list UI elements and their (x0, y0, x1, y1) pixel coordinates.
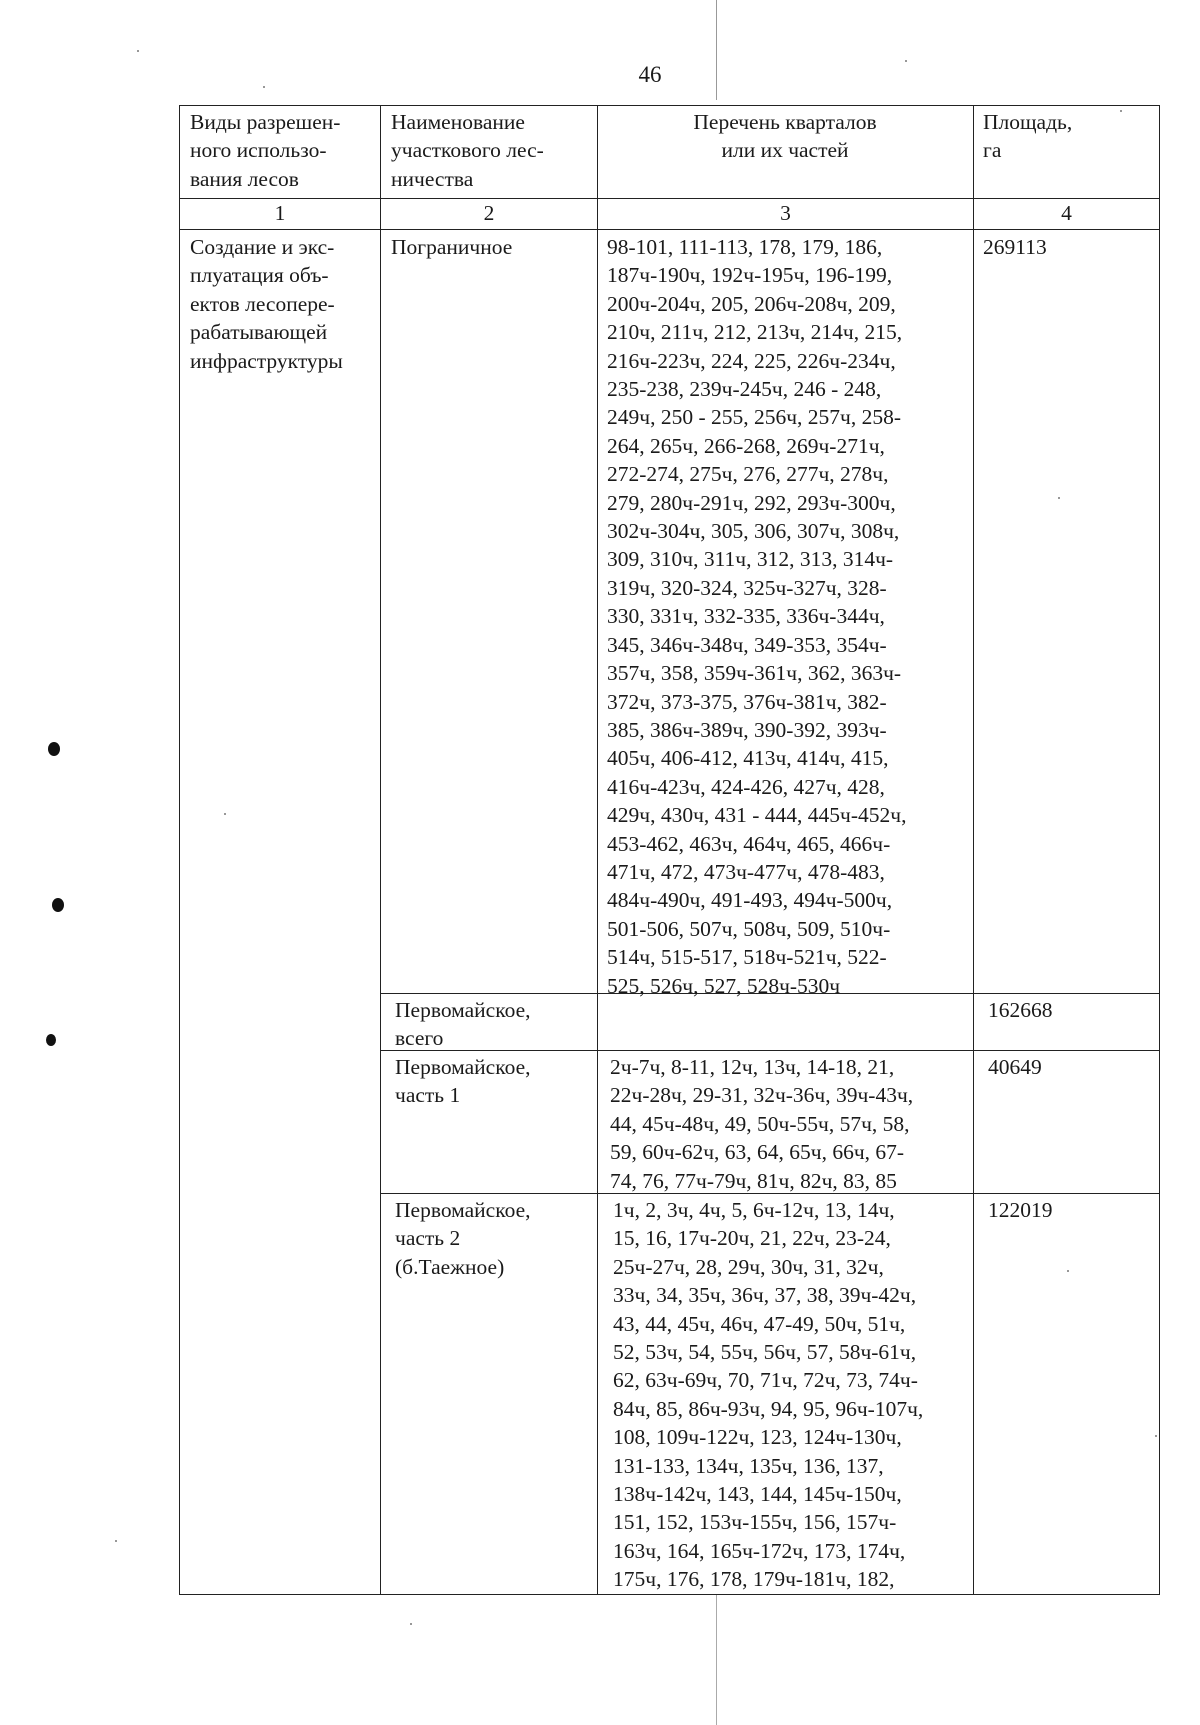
forestry-name-cell: Первомайское, всего (395, 998, 531, 1051)
page-number: 46 (638, 62, 662, 87)
column-separator (380, 105, 381, 1595)
quarters-cell: 98-101, 111-113, 178, 179, 186, 187ч-190ч, 192ч-195ч, 196-199, 200ч-204ч, 205, 206ч-208ч, 209, 210ч, 211ч, 212, 213ч, 214ч, 215, 216ч-223ч, 224, 225, 226ч-234ч, 235-238, 239ч-245ч, 246 - 248, 249ч, 250 - 255, 256ч, 257ч, 258- 264, 265ч, 266-268, 269ч-271ч, 272-274, 275ч, 276, 277ч, 278ч, 279, 280ч-291ч, 292, 293ч-300ч, 302ч-304ч, 305, 306, 307ч, 308ч, 309, 310ч, 311ч, 312, 313, 314ч- 319ч, 320-324, 325ч-327ч, 328- 330, 331ч, 332-335, 336ч-344ч, 345, 346ч-348ч, 349-353, 354ч- 357ч, 358, 359ч-361ч, 362, 363ч- 372ч, 373-375, 376ч-381ч, 382- 385, 386ч-389ч, 390-392, 393ч- 405ч, 406-412, 413ч, 414ч, 415, 416ч-423ч, 424-426, 427ч, 428, 429ч, 430ч, 431 - 444, 445ч-452ч, 453-462, 463ч, 464ч, 465, 466ч- 471ч, 472, 473ч-477ч, 478-483, 484ч-490ч, 491-493, 494ч-500ч, 501-506, 507ч, 508ч, 509, 510ч- 514ч, 515-517, 518ч-521ч, 522- 525, 526ч, 527, 528ч-530ч (607, 235, 907, 998)
forestry-name-cell: Первомайское, часть 1 (395, 1055, 531, 1108)
punch-hole-mark (52, 898, 64, 912)
scan-speck (410, 1623, 412, 1625)
quarters-cell: 2ч-7ч, 8-11, 12ч, 13ч, 14-18, 21, 22ч-28ч, 29-31, 32ч-36ч, 39ч-43ч, 44, 45ч-48ч, 49, 50ч-55ч, 57ч, 58, 59, 60ч-62ч, 63, 64, 65ч, 66ч, 67- 74, 76, 77ч-79ч, 81ч, 82ч, 83, 85 (610, 1055, 914, 1193)
area-cell: 162668 (988, 998, 1053, 1022)
table-border-bottom (179, 1594, 1160, 1595)
column-number: 3 (780, 201, 791, 225)
scan-speck (905, 60, 907, 62)
column-number: 1 (274, 201, 286, 225)
table-border-right (1159, 105, 1160, 1595)
scan-speck (1058, 497, 1060, 499)
scan-fold-line-bottom (716, 1595, 717, 1725)
scan-speck (263, 86, 265, 88)
scan-fold-line-top (716, 0, 717, 100)
header-area: Площадь, га (983, 110, 1073, 163)
scan-speck (1067, 1270, 1069, 1272)
scan-speck (137, 50, 139, 52)
scan-speck (224, 813, 226, 815)
scan-speck (115, 1540, 117, 1542)
punch-hole-mark (46, 1034, 56, 1046)
forestry-name-cell: Пограничное (391, 235, 513, 259)
scan-speck (1155, 1435, 1157, 1437)
usage-type-cell: Создание и экс- плуатация объ- ектов лесопере- рабатывающей инфраструктуры (190, 235, 343, 373)
area-cell: 269113 (983, 235, 1047, 259)
row-separator (179, 229, 1160, 230)
area-cell: 122019 (988, 1198, 1053, 1222)
table-border-top (179, 105, 1160, 106)
header-usage-type: Виды разрешен- ного использо- вания лесов (190, 110, 341, 191)
quarters-cell: 1ч, 2, 3ч, 4ч, 5, 6ч-12ч, 13, 14ч, 15, 16, 17ч-20ч, 21, 22ч, 23-24, 25ч-27ч, 28, 29ч, 30ч, 31, 32ч, 33ч, 34, 35ч, 36ч, 37, 38, 39ч-42ч, 43, 44, 45ч, 46ч, 47-49, 50ч, 51ч, 52, 53ч, 54, 55ч, 56ч, 57, 58ч-61ч, 62, 63ч-69ч, 70, 71ч, 72ч, 73, 74ч- 84ч, 85, 86ч-93ч, 94, 95, 96ч-107ч, 108, 109ч-122ч, 123, 124ч-130ч, 131-133, 134ч, 135ч, 136, 137, 138ч-142ч, 143, 144, 145ч-150ч, 151, 152, 153ч-155ч, 156, 157ч- 163ч, 164, 165ч-172ч, 173, 174ч, 175ч, 176, 178, 179ч-181ч, 182, (613, 1198, 924, 1592)
forestry-name-cell: Первомайское, часть 2 (б.Таежное) (395, 1198, 531, 1279)
column-separator (597, 105, 598, 1595)
header-quarters-list: Перечень кварталов или их частей (693, 110, 877, 163)
column-separator (973, 105, 974, 1595)
column-number: 4 (1061, 201, 1072, 225)
header-forestry-name: Наименование участкового лес- ничества (391, 110, 544, 191)
table-border-left (179, 105, 180, 1595)
column-number: 2 (483, 201, 495, 225)
area-cell: 40649 (988, 1055, 1042, 1079)
punch-hole-mark (48, 742, 60, 756)
